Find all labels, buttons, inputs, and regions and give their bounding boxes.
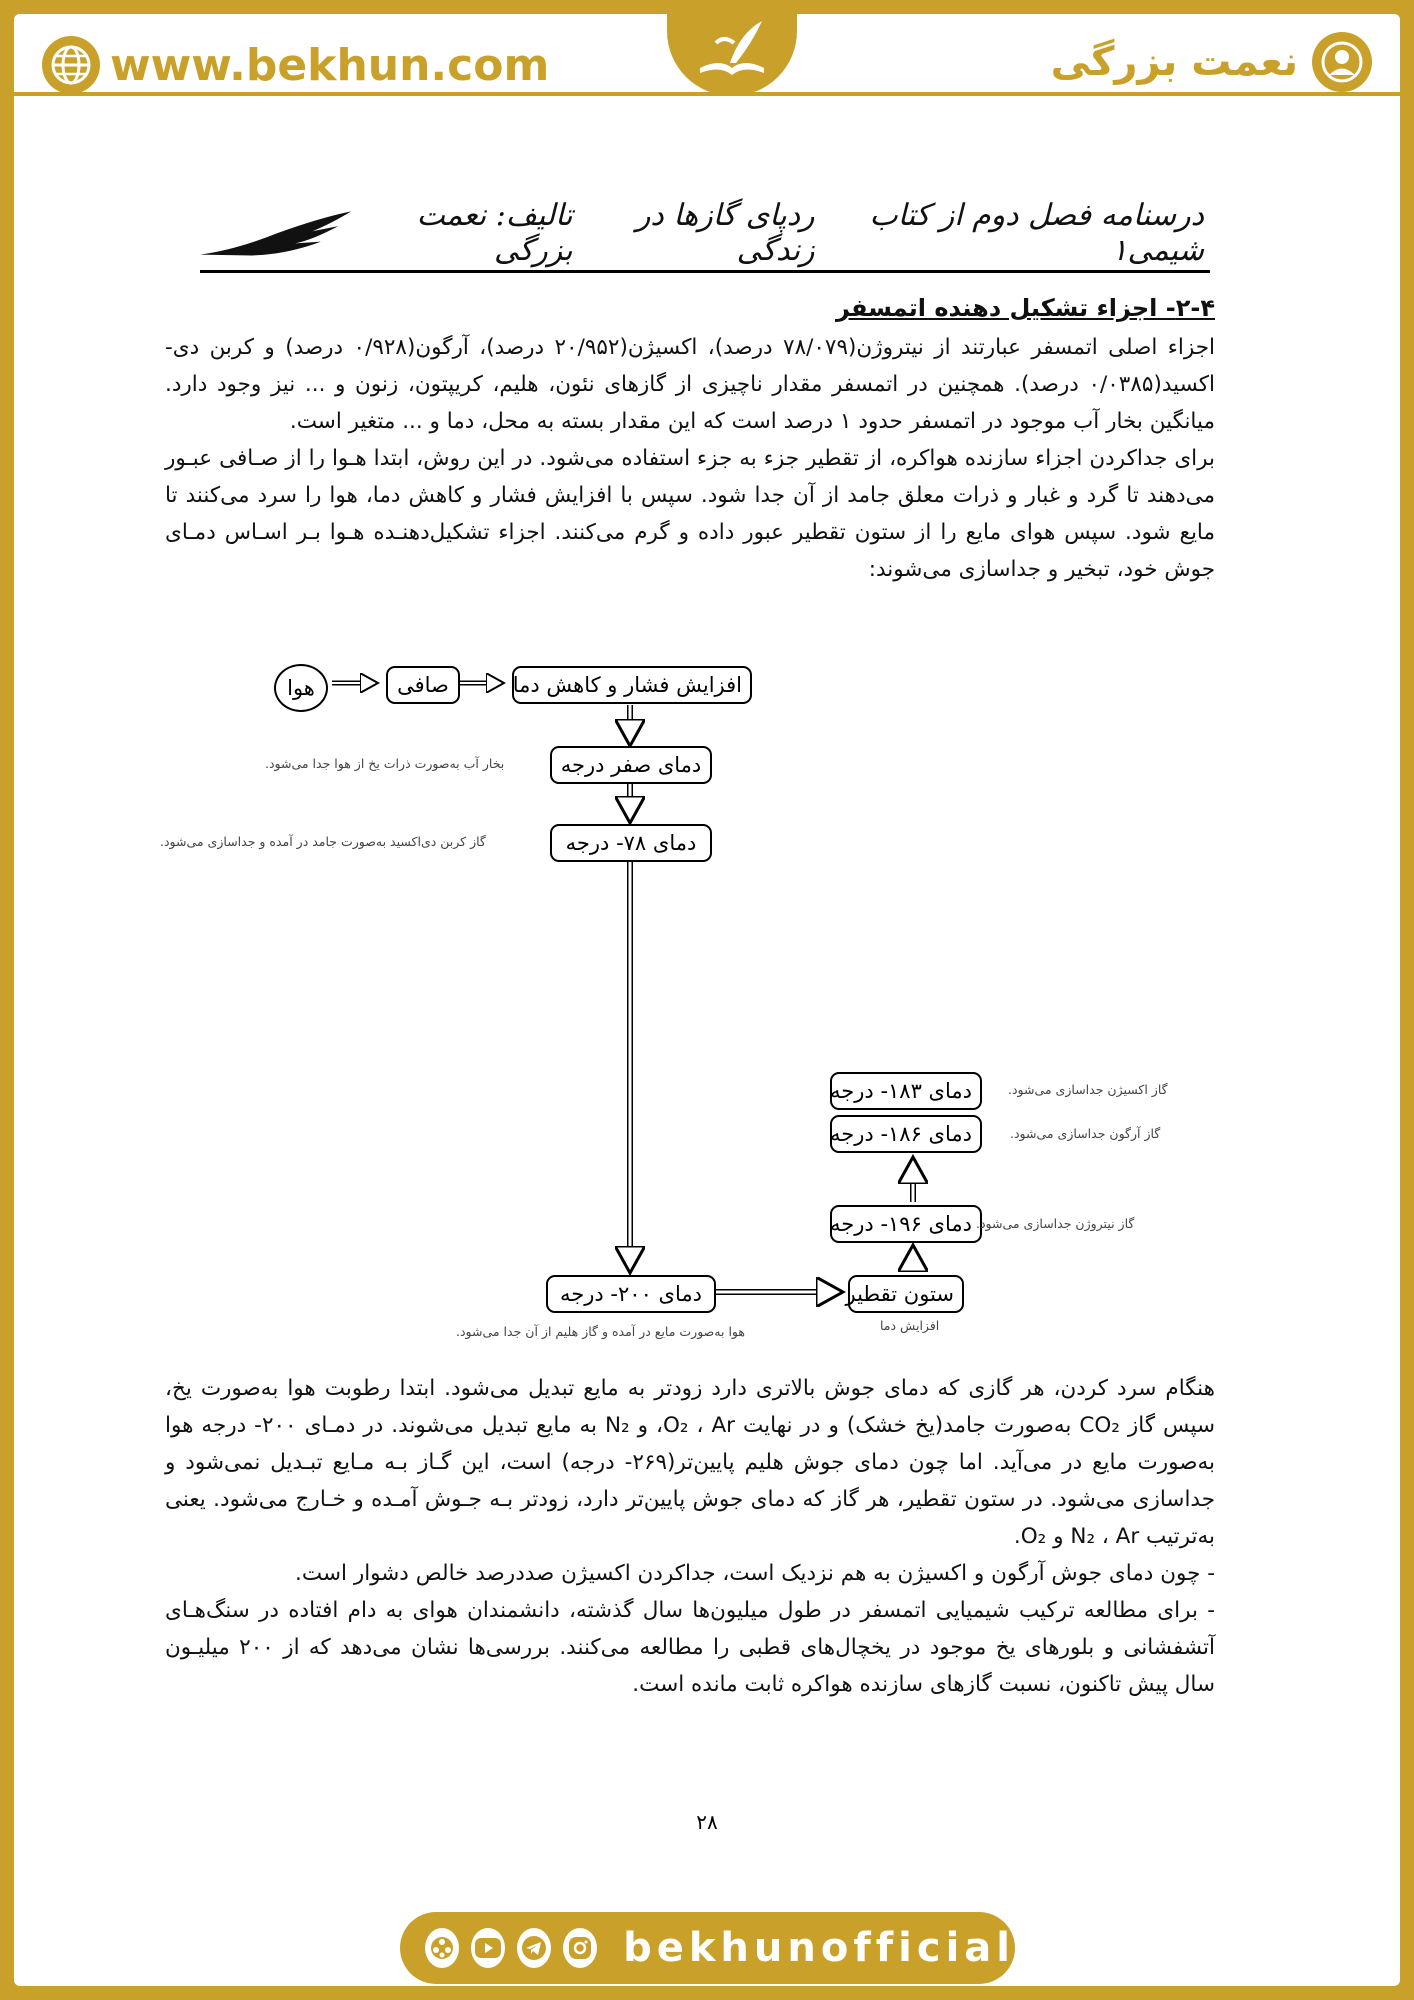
section-text-top [165, 290, 1215, 588]
instagram-icon[interactable] [563, 1928, 597, 1968]
social-handle[interactable]: bekhunofficial [623, 1925, 1015, 1971]
filter-box: صافی [386, 666, 460, 704]
minus78-box: دمای ۷۸- درجه [550, 824, 712, 862]
header-author-title: تالیف: نعمت بزرگی [416, 197, 573, 268]
fractional-distillation-diagram [150, 650, 1250, 1350]
section-title: ۲-۴- اجزاء تشکیل دهنده اتمسفر [836, 294, 1215, 322]
youtube-icon[interactable] [471, 1928, 505, 1968]
zero-degree-box: دمای صفر درجه [550, 746, 712, 784]
paragraph-2: برای جداکردن اجزاء سازنده هواکره، از تقطیر جزء به جزء استفاده می‌شود. در این روش، ابتدا هـوا را از صـافی عبـور می‌دهند تا گرد و غبار و ذرات معلق جامد از آن جدا شود. سپس با افزایش فشار و کاهش دما، هوا را سرد می‌کنند تا مایع شود. سپس هوای مایع را از ستون تقطیر عبور داده و گرم می‌کنند. اجزاء تشکیل‌دهنـده هـوا بـر اسـاس دمـای جوش خود، تبخیر و جداسازی می‌شوند: [165, 446, 1215, 582]
user-icon [1312, 32, 1372, 92]
minus186-box: دمای ۱۸۶- درجه [830, 1115, 982, 1153]
distillation-column-box: ستون تقطیر [848, 1275, 964, 1313]
note-bullet-1: - چون دمای جوش آرگون و اکسیژن به هم نزدیک است، جداکردن اکسیژن صددرصد خالص دشوار است. [295, 1561, 1215, 1586]
minus196-box: دمای ۱۹۶- درجه [830, 1205, 982, 1243]
feather-decoration-icon [200, 203, 356, 263]
minus200-box: دمای ۲۰۰- درجه [546, 1275, 716, 1313]
paragraph-1: اجزاء اصلی اتمسفر عبارتند از نیتروژن(۷۸/۰۷۹ درصد)، اکسیژن(۲۰/۹۵۲ درصد)، آرگون(۰/۹۲۸ درصد) و کربن دی-اکسید(۰/۰۳۸۵ درصد). همچنین در اتمسفر مقدار ناچیزی از گازهای نئون، هلیم، کریپتون، زنون و ... نیز وجود دارد. میانگین بخار آب موجود در اتمسفر حدود ۱ درصد است که این مقدار بسته به محل، دما و ... متغیر است. [165, 335, 1215, 434]
section-text-bottom [165, 1370, 1215, 1703]
top-author [1051, 32, 1372, 92]
website-link[interactable] [42, 36, 549, 94]
minus183-box: دمای ۱۸۳- درجه [830, 1072, 982, 1110]
telegram-icon[interactable] [517, 1928, 551, 1968]
minus183-note: گاز اکسیژن جداسازی می‌شود. [1008, 1082, 1168, 1097]
social-footer [400, 1912, 1015, 1984]
document-header [200, 195, 1210, 273]
air-box: هوا [274, 664, 328, 712]
note-bullet-2: - برای مطالعه ترکیب شیمیایی اتمسفر در طول میلیون‌ها سال گذشته، دانشمندان هوای به دام افتاده در سنگ‌هـای آتشفشانی و بلورهای یخ موجود در یخچال‌های قطبی را مطالعه می‌کنند. بررسی‌ها نشان می‌دهد که از ۲۰۰ میلیـون سال پیش تاکنون، نسبت گازهای سازنده هواکره ثابت مانده است. [165, 1598, 1215, 1697]
book-feather-icon [690, 13, 774, 83]
minus186-note: گاز آرگون جداسازی می‌شود. [1010, 1126, 1161, 1141]
minus196-note: گاز نیتروژن جداسازی می‌شود. [976, 1216, 1135, 1231]
minus200-note: هوا به‌صورت مایع در آمده و گاز هلیم از آن جدا می‌شود. [456, 1324, 745, 1339]
aparat-icon[interactable] [425, 1928, 459, 1968]
minus78-note: گاز کربن دی‌اکسید به‌صورت جامد در آمده و جداسازی می‌شود. [160, 834, 486, 849]
page-number: ۲۸ [696, 1810, 718, 1834]
paragraph-3: هنگام سرد کردن، هر گازی که دمای جوش بالاتری دارد زودتر به مایع تبدیل می‌شود. ابتدا رطوبت هوا به‌صورت یخ، سپس گاز CO₂ به‌صورت جامد(یخ خشک) و در نهایت O₂ ، Ar، و N₂ به مایع تبدیل می‌شوند. در دمـای ۲۰۰- درجه هوا به‌صورت مایع در می‌آید. اما چون دمای جوش هلیم پایین‌تر(۲۶۹- درجه) است، این گـاز بـه مـایع تبـدیل نمی‌شود و جداسازی می‌شود. در ستون تقطیر، هر گاز که دمای جوش پایین‌تر دارد، زودتر بـه جـوش آمـده و خـارج می‌شود. یعنی به‌ترتیب N₂ ، Ar و O₂. [165, 1376, 1215, 1549]
website-text: www.bekhun.com [110, 39, 550, 91]
zero-degree-note: بخار آب به‌صورت ذرات یخ از هوا جدا می‌شود. [265, 756, 505, 771]
header-topic-title: ردپای گازها در زندگی [635, 197, 815, 268]
globe-icon [42, 36, 100, 94]
column-note: افزایش دما [880, 1318, 940, 1333]
header-chapter-title: درسنامه فصل دوم از کتاب شیمی۱ [869, 197, 1204, 268]
top-author-name: نعمت بزرگی [1050, 39, 1298, 85]
pressure-box: افزایش فشار و کاهش دما [512, 666, 752, 704]
